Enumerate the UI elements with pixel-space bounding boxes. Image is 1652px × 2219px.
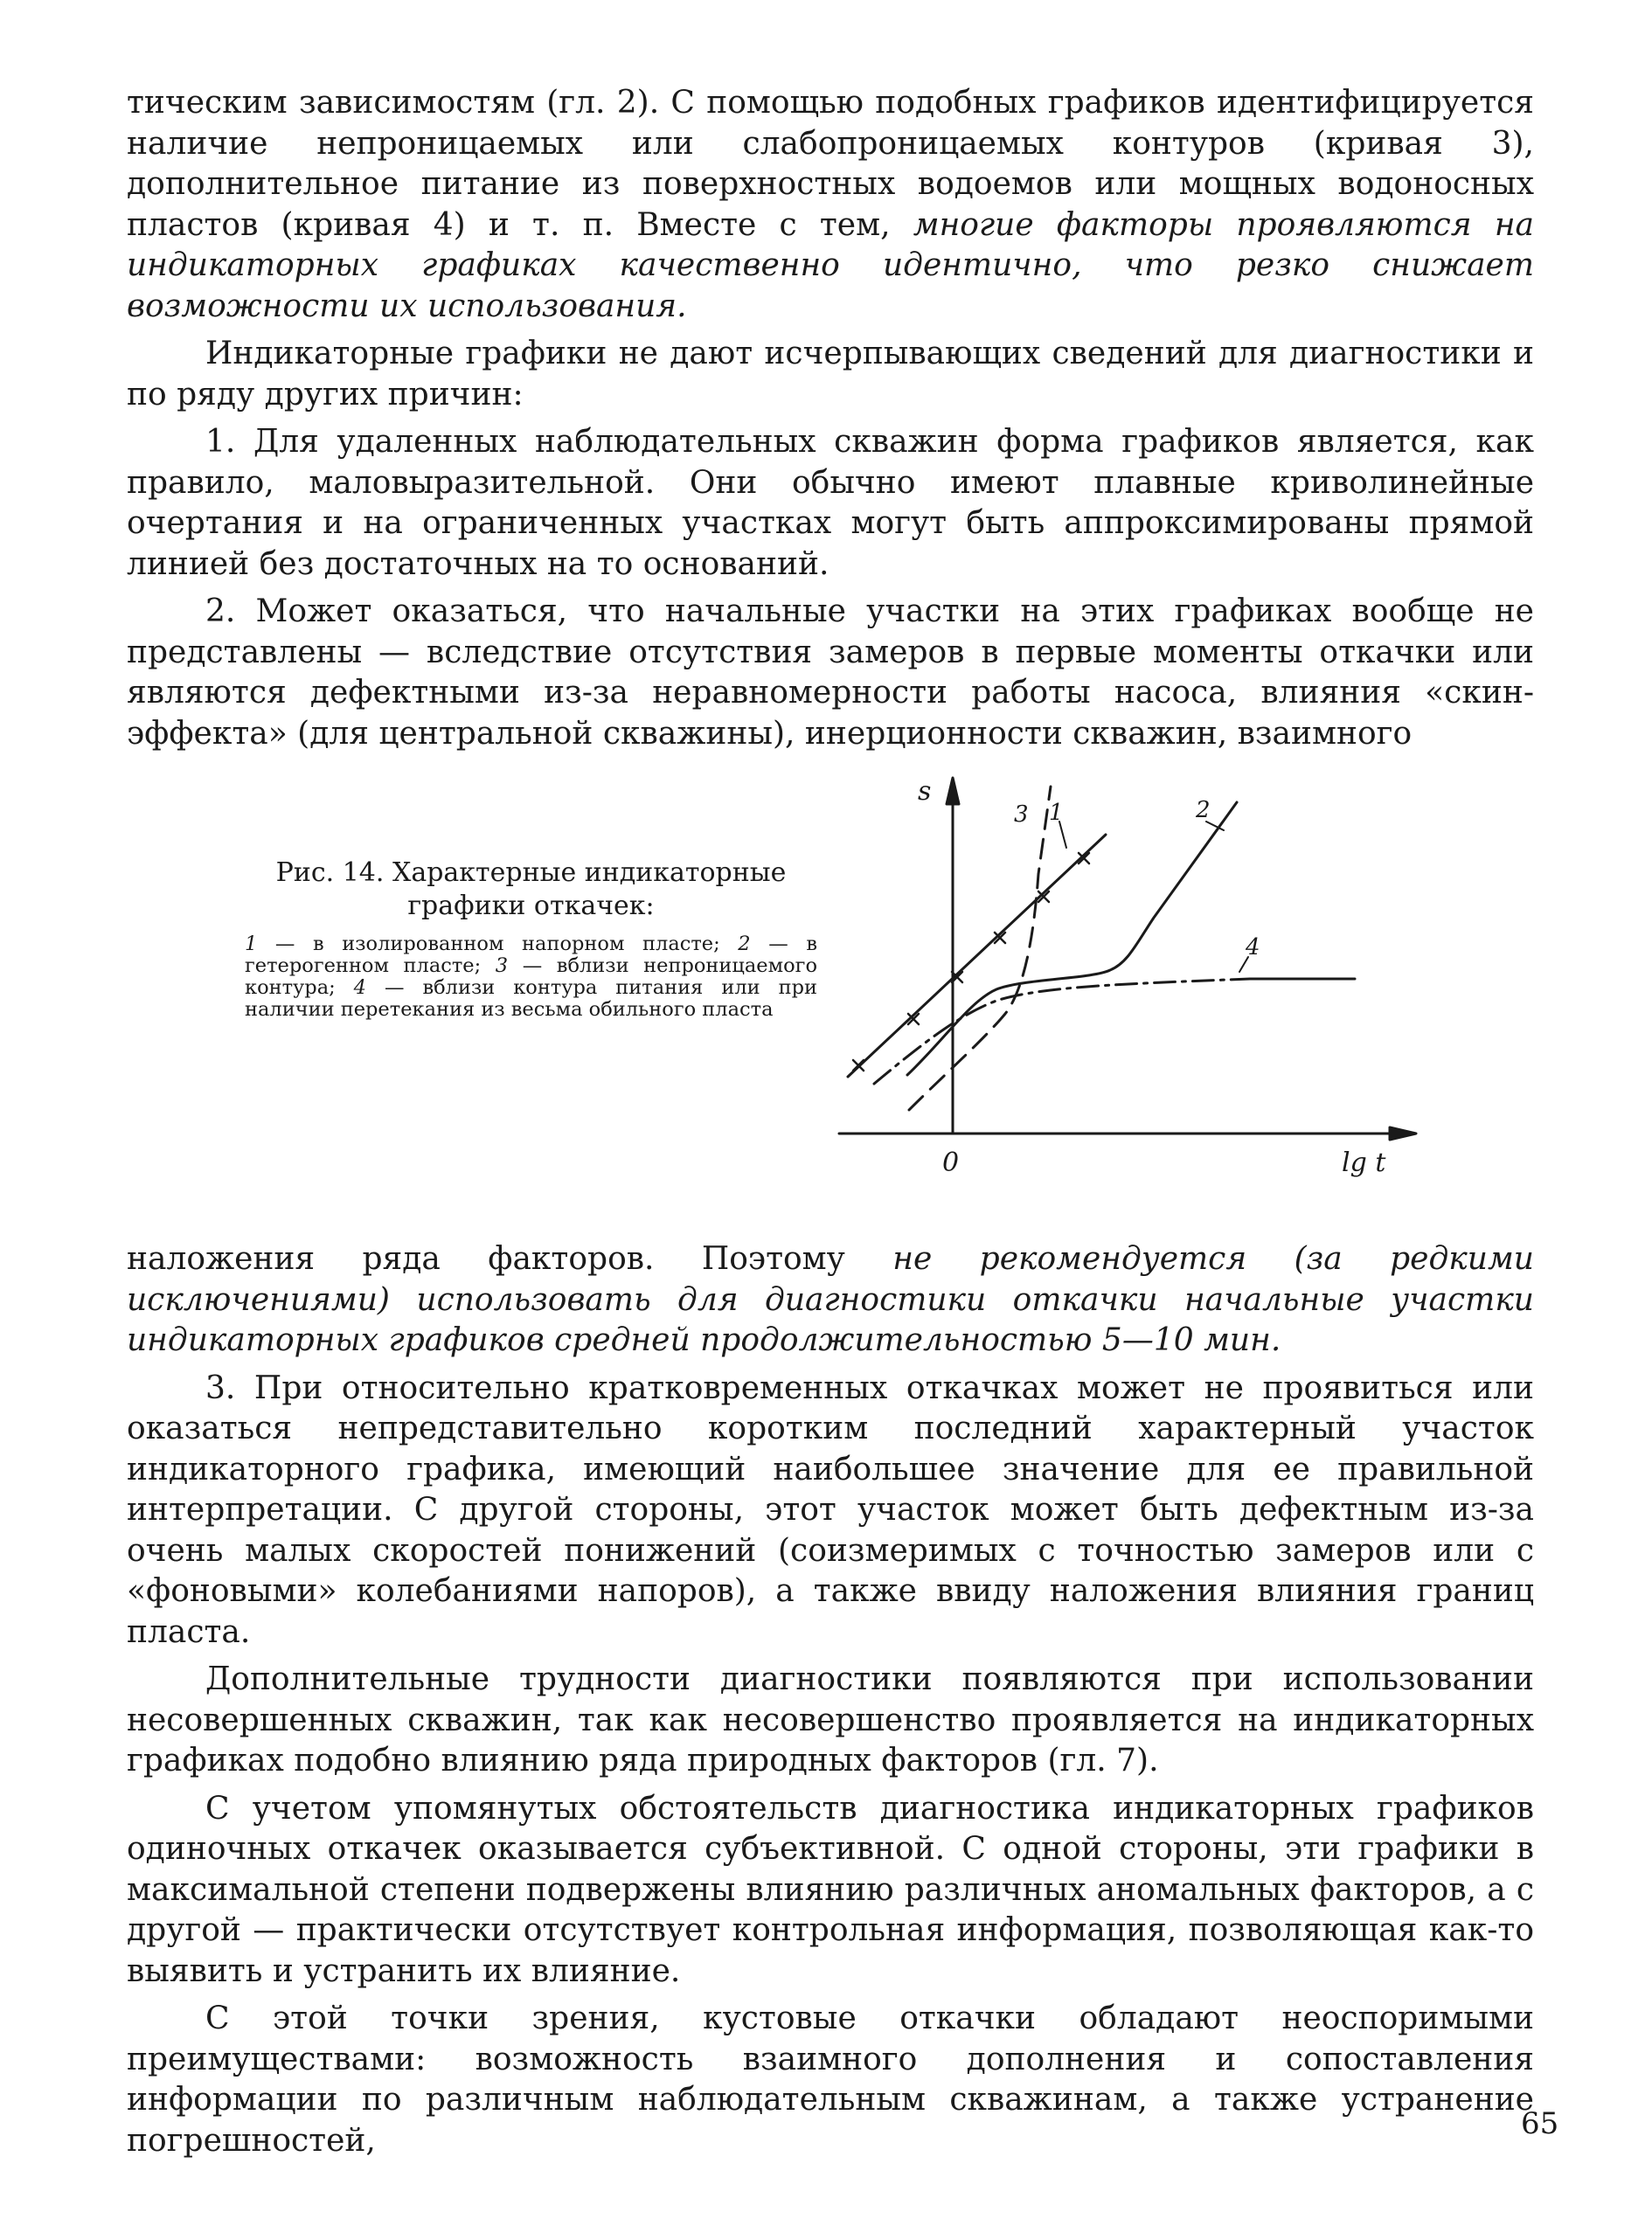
- legend-text-4: — вблизи контура питания или при наличии перетекания из весьма обильного пласта: [245, 976, 817, 1021]
- text-block-top: [127, 83, 1534, 754]
- emphasis-text-2: не рекомендуется (за редкими исключениями) использовать для диагностики откачки начальные участки индикаторных графиков средней продолжительностью 5—10 мин.: [127, 1241, 1534, 1358]
- legend-num-1: 1: [245, 933, 258, 955]
- figure-caption: [245, 856, 817, 1021]
- x-axis-label: lg t: [1342, 1148, 1386, 1178]
- legend-text-2: — в гетерогенном пласте;: [245, 933, 817, 977]
- legend-text-3: — вблизи непроницаемого контура;: [245, 954, 817, 999]
- figure-14: [236, 760, 1433, 1215]
- indicator-chart: [830, 760, 1425, 1215]
- marker-1: [853, 1060, 864, 1071]
- paragraph-item-3: 3. При относительно кратковременных откачках может не проявиться или оказаться непредставительно коротким последний характерный участок индикаторного графика, имеющий наибольшее значение для ее правильной интерпретации. С другой стороны, этот участок может быть дефектным из-за очень малых скоростей понижений (соизмеримых с точностью замеров или с «фоновыми» колебаниями напоров), а также ввиду наложения влияния границ пласта.: [127, 1370, 1534, 1650]
- y-axis-label: s: [918, 776, 932, 807]
- paragraph-4: Дополнительные трудности диагностики появляются при использовании несовершенных скважин, так как несовершенство проявляется на индикаторных графиках подобно влиянию ряда природных факторов (гл. 7).: [127, 1661, 1534, 1779]
- origin-label: 0: [942, 1148, 960, 1178]
- curve-3-line: [909, 787, 1051, 1110]
- caption-title: Рис. 14. Характерные индикаторные графики откачек:: [275, 857, 787, 921]
- curve-4-label: 4: [1246, 934, 1260, 960]
- emphasis-text: многие факторы проявляются на индикаторных графиках качественно идентично, что резко снижает возможности их использования.: [127, 206, 1534, 324]
- curve-2-line: [907, 802, 1237, 1075]
- page-number: 65: [1521, 2106, 1559, 2141]
- paragraph-1: тическим зависимостям (гл. 2). С помощью подобных графиков идентифицируется наличие непроницаемых или слабопроницаемых контуров (кривая 3), дополнительное питание из поверхностных водоемов или мощных водоносных пластов (кривая 4) и т. п. Вместе с тем, многие факторы проявляются на индикаторных графиках качественно идентично, что резко снижает возможности их использования.: [127, 85, 1534, 324]
- curve-1-line: [848, 835, 1106, 1077]
- paragraph-2: Индикаторные графики не дают исчерпывающих сведений для диагностики и по ряду других причин:: [127, 336, 1534, 413]
- legend-text-1: — в изолированном напорном пласте;: [257, 933, 739, 955]
- curve-2-label: 2: [1196, 797, 1211, 823]
- legend-num-4: 4: [353, 976, 366, 999]
- text-block-bottom: [127, 1239, 1534, 2161]
- paragraph-6: С этой точки зрения, кустовые откачки обладают неоспоримыми преимуществами: возможность взаимного дополнения и сопоставления информации по различным наблюдательным скважинам, а также устранение погрешностей,: [127, 2001, 1534, 2159]
- paragraph-item-2: 2. Может оказаться, что начальные участки на этих графиках вообще не представлены — вследствие отсутствия замеров в первые моменты откачки или являются дефектными из-за неравномерности работы насоса, влияния «скин-эффекта» (для центральной скважины), инерционности скважин, взаимного: [127, 593, 1534, 752]
- paragraph-item-1: 1. Для удаленных наблюдательных скважин форма графиков является, как правило, маловыразительной. Они обычно имеют плавные криволинейные очертания и на ограниченных участках могут быть аппроксимированы прямой линией без достаточных на то оснований.: [127, 424, 1534, 582]
- caption-legend: [245, 933, 817, 1021]
- legend-num-3: 3: [495, 954, 509, 977]
- x-axis-arrow: [1390, 1127, 1416, 1140]
- curve-3-label: 3: [1014, 801, 1029, 828]
- y-axis-arrow: [947, 778, 959, 804]
- legend-num-2: 2: [738, 933, 751, 955]
- curve-4-line: [874, 979, 1250, 1084]
- curve-1-label: 1: [1049, 800, 1064, 826]
- paragraph-5: С учетом упомянутых обстоятельств диагностика индикаторных графиков одиночных откачек оказывается субъективной. С одной стороны, эти графики в максимальной степени подвержены влиянию различных аномальных факторов, а с другой — практически отсутствует контрольная информация, позволяющая как-то выявить и устранить их влияние.: [127, 1790, 1534, 1989]
- paragraph-3: наложения ряда факторов. Поэтому не рекомендуется (за редкими исключениями) использовать для диагностики откачки начальные участки индикаторных графиков средней продолжительностью 5—10 мин.: [127, 1241, 1534, 1358]
